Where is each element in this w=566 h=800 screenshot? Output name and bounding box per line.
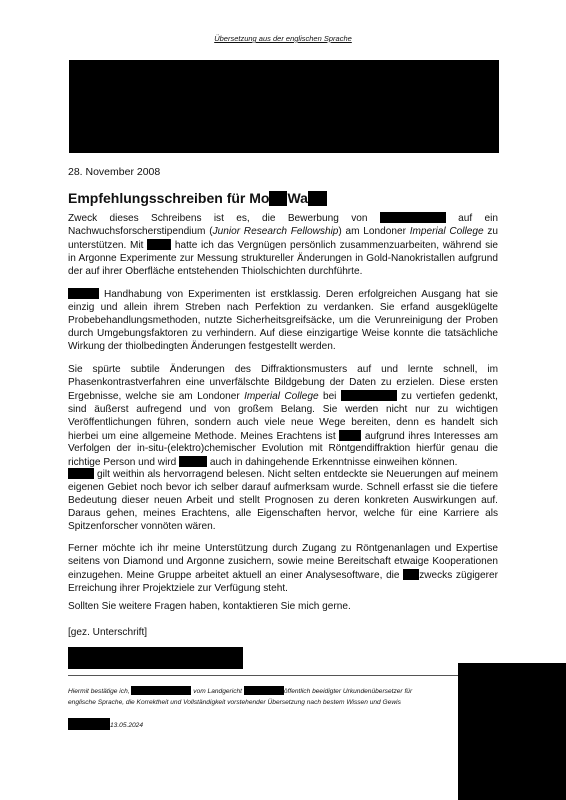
redacted-translator-name: [131, 686, 191, 695]
paragraph-intro: Zweck dieses Schreibens ist es, die Bewerbung von auf ein Nachwuchsforscherstipendium (Junior Research Fellowship) am Londoner Imperial College zu unterstützen. Mit hatte ich das Vergnügen persönlich zusammenzuarbeiten, während sie in Argonne Experimente zur Messung struktureller Änderungen in Gold-Nanokristallen aufgrund der auf ihrer Oberfläche entstehenden Thiolschichten durchführte.: [68, 213, 499, 277]
certification-date-line: 13.05.2024: [68, 718, 143, 730]
redacted-name: [269, 191, 287, 206]
redacted-court: [244, 686, 284, 695]
paragraph-contact: Sollten Sie weitere Fragen haben, kontaktieren Sie mich gerne.: [68, 601, 351, 612]
redacted-name: [380, 212, 446, 223]
redacted-name: [68, 468, 94, 479]
redacted-name: [339, 430, 361, 441]
redacted-signature-name: [68, 647, 243, 669]
paragraph-results: Sie spürte subtile Änderungen des Diffraktionsmusters auf und lernte schnell, im Phasenkontrastverfahren eine unverfälschte Bildgebung der Daten zu erzielen. Diese ersten Ergebnisse, welche sie am Londoner Imperial College bei zu vertiefen gedenkt, sind äußerst aufregend und von großem Belang. Sie werden nicht nur zu wichtigen Veröffentlichungen führen, sondern auch viele neue Wege bereiten, denn es handelt sich hierbei um eine allgemeine Methode. Meines Erachtens ist aufgrund ihres Interesses am Verfolgen der in-situ-(elektro)chemischer Evolution mit Röntgendiffraktion hierfür genau die richtige Person und wird auch in dahingehende Erkenntnisse einweihen können.: [68, 364, 498, 469]
footer-divider: [68, 675, 458, 676]
redacted-name: [179, 456, 207, 467]
redacted-name: [68, 288, 99, 299]
letter-title: Empfehlungsschreiben für Mo Wa: [68, 190, 327, 206]
certification-text: Hiermit bestätige ich, vom Landgericht öffentlich beeidigter Urkundenübersetzer für englische Sprache, die Korrektheit und Vollständigkeit vorstehender Übersetzung nach bestem Wissen und Gewis: [68, 688, 413, 706]
redacted-name: [341, 390, 397, 401]
redacted-place: [68, 718, 110, 730]
redacted-name: [308, 191, 327, 206]
translation-note: Übersetzung aus der englischen Sprache: [214, 34, 352, 43]
redacted-letterhead: [69, 60, 499, 153]
paragraph-support: Ferner möchte ich ihr meine Unterstützung durch Zugang zu Röntgenanlagen und Expertise seitens von Diamond und Argonne zusichern, sowie meine Bereitschaft etwaige Kooperationen einzugehen. Meine Gruppe arbeitet aktuell an einer Analysesoftware, die zwecks zügigerer Erreichung ihrer Projektziele zur Verfügung steht.: [68, 543, 498, 594]
redacted-name: [403, 569, 419, 580]
letter-date: 28. November 2008: [68, 166, 161, 178]
paragraph-reading: gilt weithin als hervorragend belesen. Nicht selten entdeckte sie Neuerungen auf meinem eigenen Gebiet noch bevor ich selber darauf aufmerksam wurde. Schnell erfasst sie die tiefere Bedeutung dieser neuen Arbeit und stellt Prognosen zu deren konkreten Auswirkungen auf. Daraus gehen, meines Erachtens, alle Eigenschaften hervor, welche für eine Karriere als Spitzenforscher vonnöten wären.: [68, 469, 498, 532]
redacted-stamp: [458, 663, 566, 800]
redacted-name: [147, 239, 171, 250]
paragraph-experiments: Handhabung von Experimenten ist erstklassig. Deren erfolgreichen Ausgang hat sie einzig und allein ihrem Streben nach Perfektion zu verdanken. Sie erfand ausgeklügelte Probebehandlungsmethoden, nutzte Sicherheitsgreifsäcke, um die Verunreinigung der Proben durch Umgebungsfaktoren zu verhindern. Auf diese einzigartige Weise konnte die tatsächliche Wirkung der thiolbedingten Änderungen festgestellt werden.: [68, 289, 498, 352]
signature-note: [gez. Unterschrift]: [68, 627, 148, 638]
